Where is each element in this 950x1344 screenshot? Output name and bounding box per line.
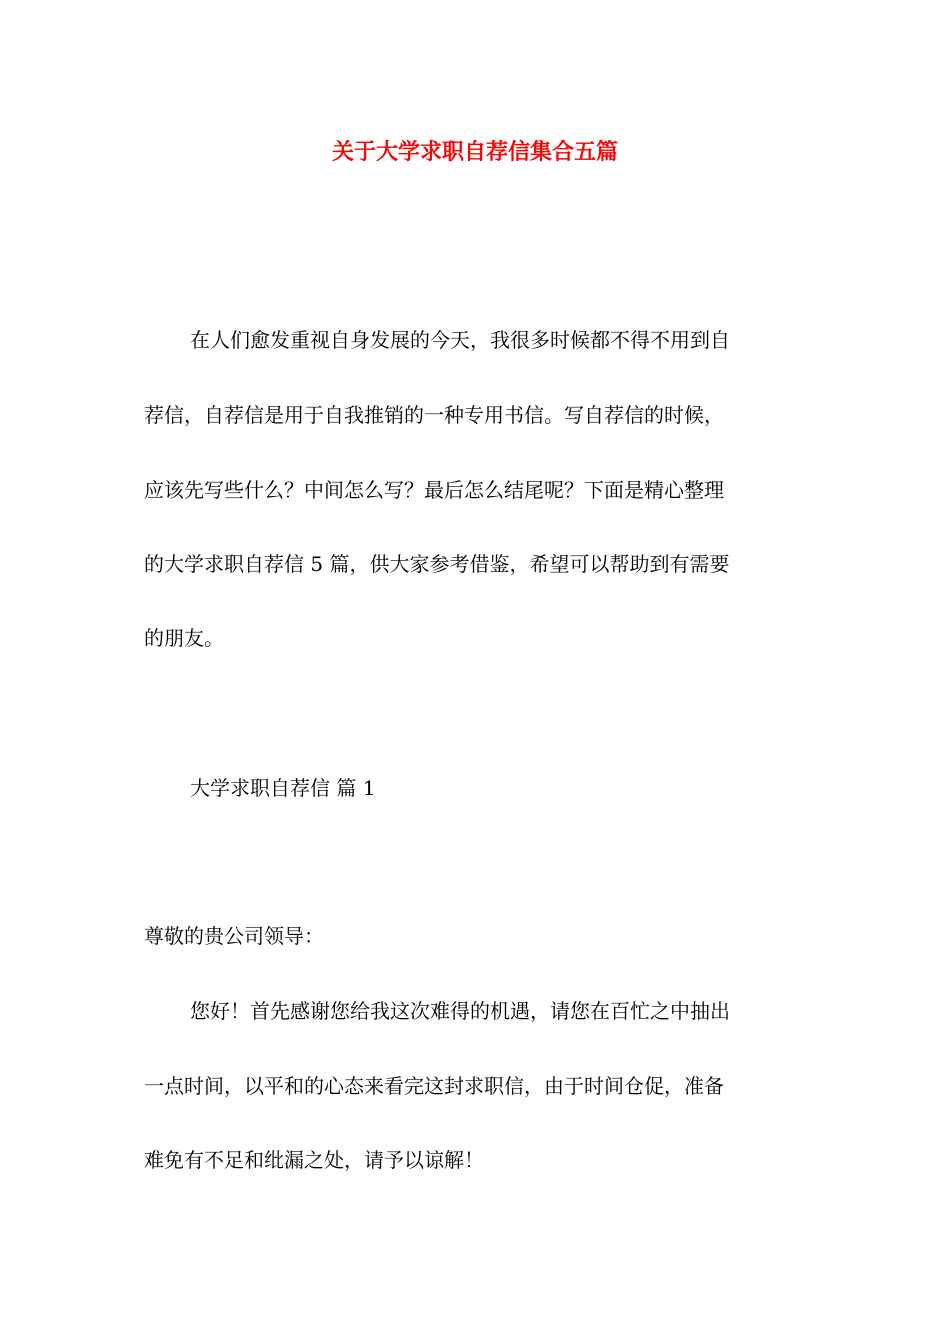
salutation: 尊敬的贵公司领导： <box>144 924 324 948</box>
intro-line: 的大学求职自荐信 5 篇，供大家参考借鉴，希望可以帮助到有需要 <box>144 552 730 576</box>
document-title: 关于大学求职自荐信集合五篇 <box>331 140 618 165</box>
letter-line: 难免有不足和纰漏之处，请予以谅解！ <box>144 1148 484 1172</box>
intro-line: 的朋友。 <box>144 626 224 650</box>
intro-line: 在人们愈发重视自身发展的今天，我很多时候都不得不用到自 <box>190 328 730 352</box>
letter-line: 您好！首先感谢您给我这次难得的机遇，请您在百忙之中抽出 <box>190 999 730 1023</box>
section-heading: 大学求职自荐信 篇 1 <box>190 776 376 800</box>
intro-line: 应该先写些什么？中间怎么写？最后怎么结尾呢？下面是精心整理 <box>144 478 724 502</box>
letter-line: 一点时间，以平和的心态来看完这封求职信，由于时间仓促，准备 <box>144 1074 724 1098</box>
intro-line: 荐信，自荐信是用于自我推销的一种专用书信。写自荐信的时候， <box>144 403 724 427</box>
